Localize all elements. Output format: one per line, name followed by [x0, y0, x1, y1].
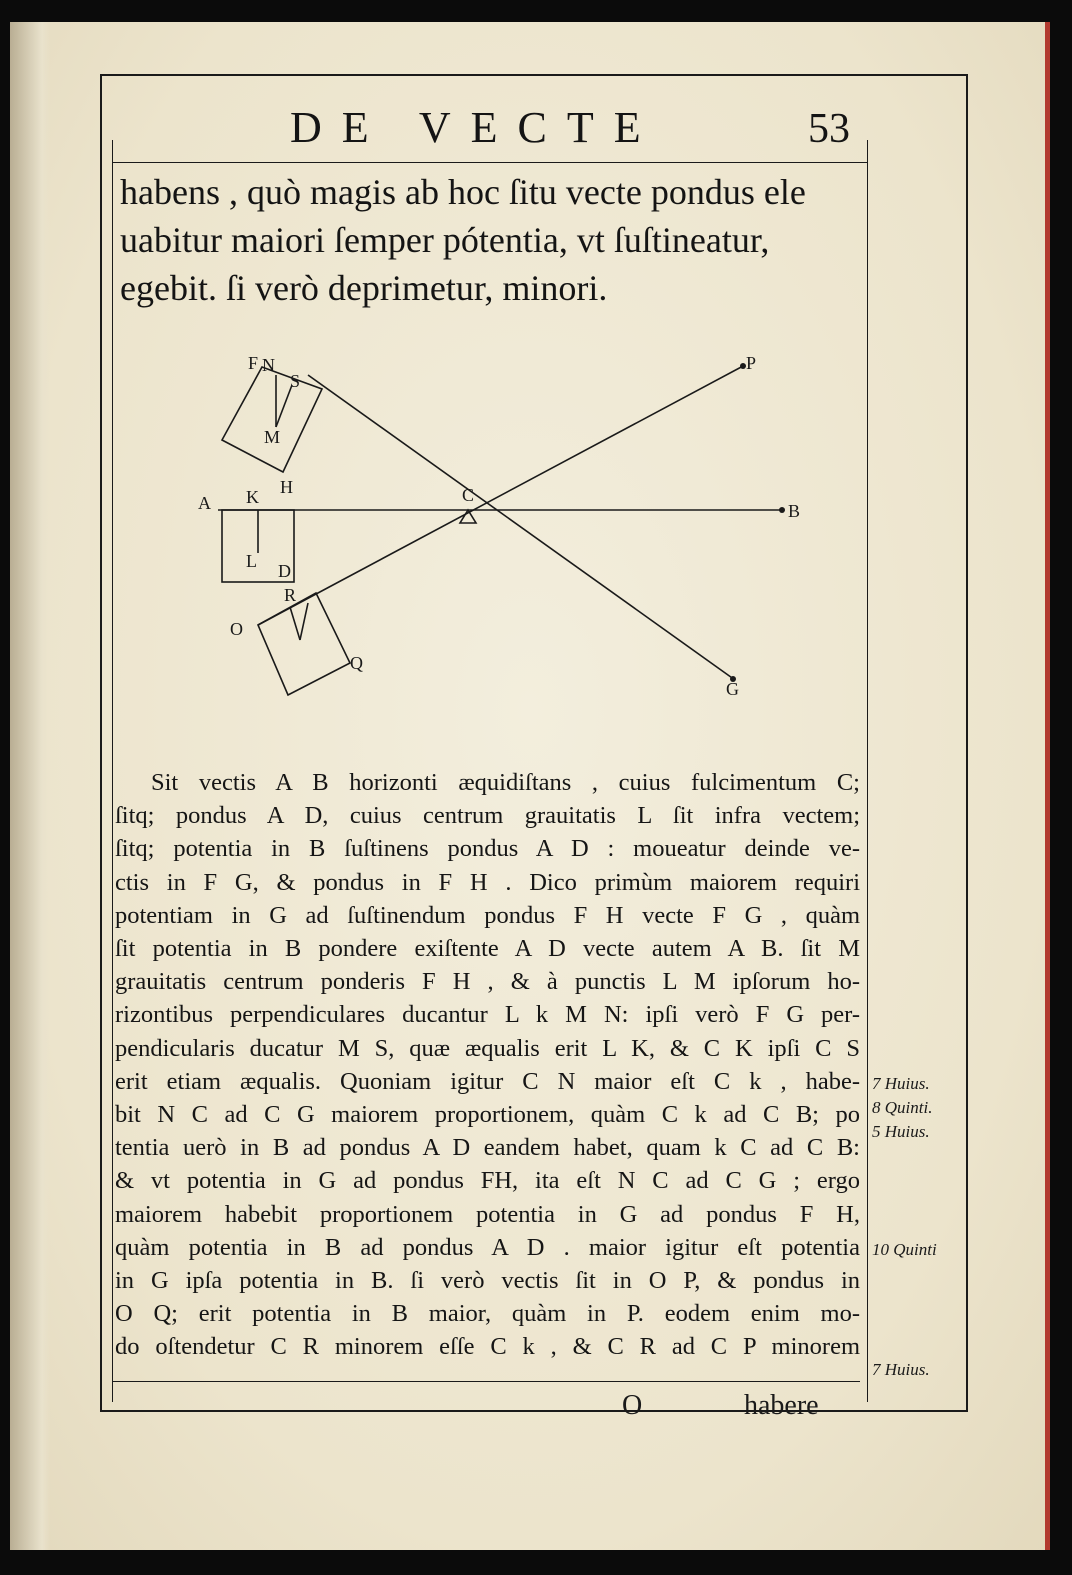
label-b: B	[788, 501, 801, 521]
body-line: ſit potentia in B pondere exiſtente A D vecte autem A B. ſit M	[115, 935, 860, 963]
perpendicular-ms	[276, 385, 292, 427]
body-line: & vt potentia in G ad pondus FH, ita eſt N C ad C G ; ergo	[115, 1167, 860, 1195]
intro-paragraph	[120, 168, 860, 312]
body-line: maiorem habebit proportionem potentia in G ad pondus F H,	[115, 1200, 860, 1228]
label-r: R	[284, 585, 297, 605]
label-q: Q	[350, 653, 363, 673]
margin-note: 5 Huius.	[872, 1122, 930, 1141]
body-line: ctis in F G, & pondus in F H . Dico primùm maiorem requiri	[115, 868, 860, 896]
body-line: bit N C ad C G maiorem proportionem, quàm C k ad C B; po	[115, 1101, 860, 1129]
label-s: S	[290, 371, 301, 391]
lever-fg	[308, 375, 735, 680]
perpendicular-r2	[300, 603, 308, 640]
body-line: tentia uerò in B ad pondus A D eandem habet, quam k C ad C B:	[115, 1134, 860, 1162]
perpendicular-r	[290, 607, 300, 640]
intro-line: uabitur maiori ſemper pótentia, vt ſuſtineatur,	[120, 220, 770, 260]
body-line: quàm potentia in B ad pondus A D . maior igitur eſt potentia	[115, 1233, 860, 1261]
label-o: O	[230, 619, 243, 639]
lever-op	[258, 365, 745, 625]
intro-line: habens , quò magis ab hoc ſitu vecte pondus ele	[120, 172, 806, 212]
label-l: L	[246, 551, 257, 571]
body-line: ſitq; pondus A D, cuius centrum grauitatis L ſit infra vectem;	[115, 802, 860, 830]
body-line: in G ipſa potentia in B. ſi verò vectis ſit in O P, & pondus in	[115, 1267, 860, 1295]
label-d: D	[278, 561, 291, 581]
body-line: erit etiam æqualis. Quoniam igitur C N maior eſt C k , habe-	[115, 1067, 860, 1095]
catchword: habere	[744, 1390, 819, 1421]
label-g: G	[726, 679, 739, 699]
body-line: rizontibus perpendiculares ducantur L k M N: ipſi verò F G per-	[115, 1001, 860, 1029]
body-line: ſitq; potentia in B ſuſtinens pondus A D : moueatur deinde ve-	[115, 835, 860, 863]
body-line: do oſtendetur C R minorem eſſe C k , & C R ad C P minorem	[115, 1333, 860, 1361]
label-a: A	[198, 493, 211, 513]
page-edge	[1045, 22, 1050, 1550]
label-m: M	[264, 427, 281, 447]
margin-note: 7 Huius.	[872, 1360, 930, 1379]
label-h: H	[280, 477, 293, 497]
label-n: N	[262, 355, 275, 375]
lever-diagram	[190, 345, 810, 705]
page-number: 53	[808, 106, 850, 152]
body-paragraph	[115, 766, 860, 1364]
body-line: potentiam in G ad ſuſtinendum pondus F H vecte F G , quàm	[115, 901, 860, 929]
endpoint-b	[779, 507, 785, 513]
body-line: pendicularis ducatur M S, quæ æqualis erit L K, & C K ipſi C S	[115, 1034, 860, 1062]
intro-line: egebit. ſi verò deprimetur, minori.	[120, 268, 608, 308]
margin-note: 7 Huius.	[872, 1074, 930, 1093]
weight-oq	[258, 593, 350, 695]
running-title: DE VECTE	[290, 103, 661, 152]
margin-note: 8 Quinti.	[872, 1098, 933, 1117]
spine-shadow	[10, 22, 50, 1550]
header-rule	[112, 162, 868, 163]
body-line: Sit vectis A B horizonti æquidiſtans , cuius fulcimentum C;	[151, 769, 860, 796]
body-line: grauitatis centrum ponderis F H , & à punctis L M ipſorum ho-	[115, 968, 860, 996]
label-f: F	[248, 353, 259, 373]
label-c: C	[462, 485, 475, 505]
margin-note: 10 Quinti	[872, 1240, 937, 1259]
weight-fh	[222, 367, 322, 472]
label-p: P	[746, 353, 757, 373]
body-line: O Q; erit potentia in B maior, quàm in P. eodem enim mo-	[115, 1300, 860, 1328]
footer-rule	[112, 1381, 860, 1382]
signature-mark: O	[622, 1390, 643, 1421]
label-k: K	[246, 487, 259, 507]
